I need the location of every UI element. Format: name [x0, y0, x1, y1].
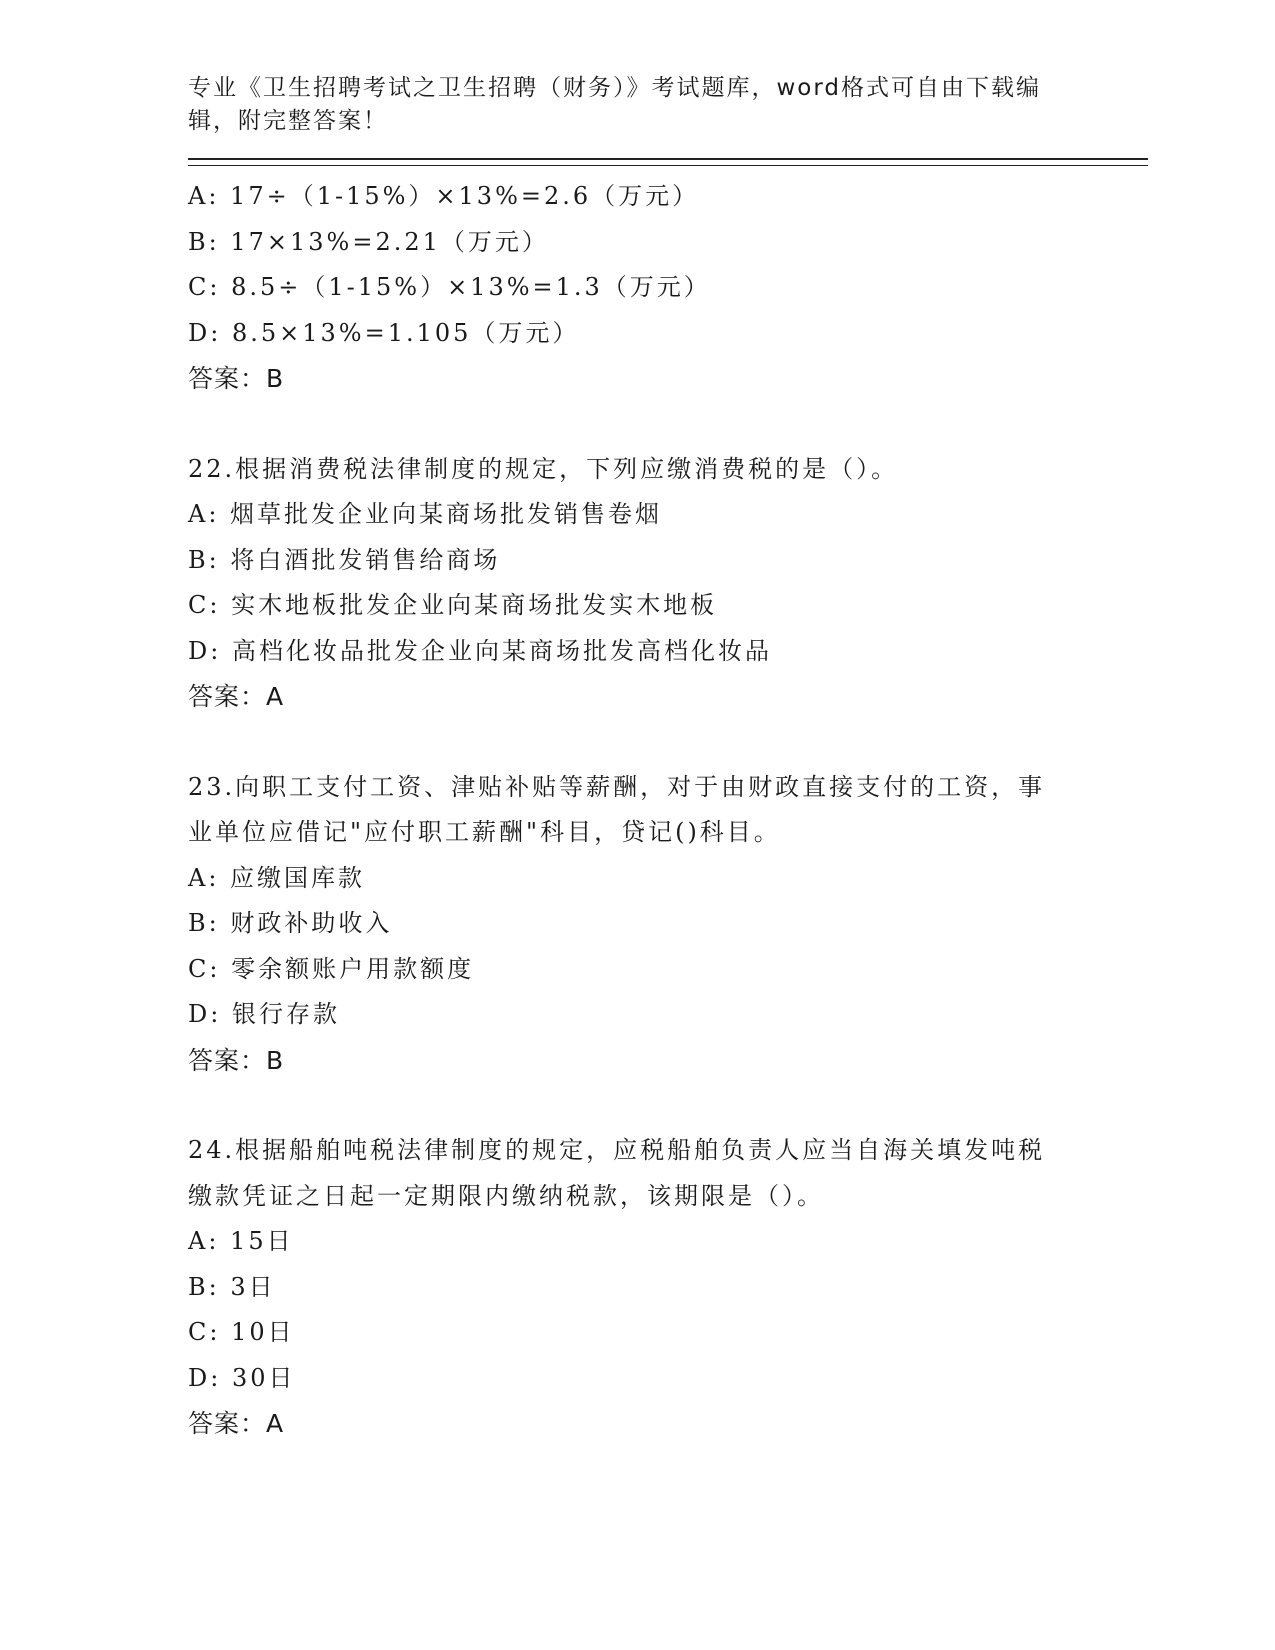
option-b: B: 将白酒批发销售给商场	[188, 545, 501, 574]
question-23	[188, 765, 1148, 1084]
question-stem: 24.根据船舶吨税法律制度的规定，应税船舶负责人应当自海关填发吨税缴款凭证之日起一定期限内缴纳税款，该期限是（）。	[188, 1136, 1046, 1210]
document-header: 专业《卫生招聘考试之卫生招聘（财务）》考试题库，word格式可自由下载编辑，附完整答案！	[188, 75, 1042, 134]
option-d: D: 30日	[188, 1363, 296, 1392]
option-a: A: 17÷（1-15%）×13%=2.6（万元）	[188, 182, 700, 210]
answer: 答案：A	[188, 1409, 285, 1438]
option-a: A: 烟草批发企业向某商场批发销售卷烟	[188, 500, 663, 528]
option-d: D: 8.5×13%=1.105（万元）	[188, 318, 580, 347]
option-b: B: 17×13%=2.21（万元）	[188, 227, 549, 256]
answer: 答案：B	[188, 364, 285, 393]
header-divider	[188, 158, 1148, 166]
option-b: B: 财政补助收入	[188, 909, 393, 937]
question-22	[188, 447, 1148, 720]
question-24	[188, 1128, 1148, 1447]
question-stem: 22.根据消费税法律制度的规定，下列应缴消费税的是（）。	[188, 454, 899, 483]
option-c: C: 10日	[188, 1318, 295, 1346]
option-d: D: 银行存款	[188, 1000, 340, 1028]
option-d: D: 高档化妆品批发企业向某商场批发高档化妆品	[188, 636, 772, 665]
option-a: A: 15日	[188, 1227, 294, 1255]
option-c: C: 实木地板批发企业向某商场批发实木地板	[188, 591, 718, 619]
option-c: C: 零余额账户用款额度	[188, 954, 475, 983]
answer: 答案：B	[188, 1045, 285, 1075]
option-a: A: 应缴国库款	[188, 863, 366, 892]
question-21	[188, 174, 1148, 402]
question-stem: 23.向职工支付工资、津贴补贴等薪酬，对于由财政直接支付的工资，事业单位应借记"应付职工薪酬"科目，贷记()科目。	[188, 772, 1046, 846]
answer: 答案：A	[188, 682, 285, 711]
option-c: C: 8.5÷（1-15%）×13%=1.3（万元）	[188, 273, 711, 301]
document-page	[188, 72, 1148, 1447]
option-b: B: 3日	[188, 1272, 276, 1301]
